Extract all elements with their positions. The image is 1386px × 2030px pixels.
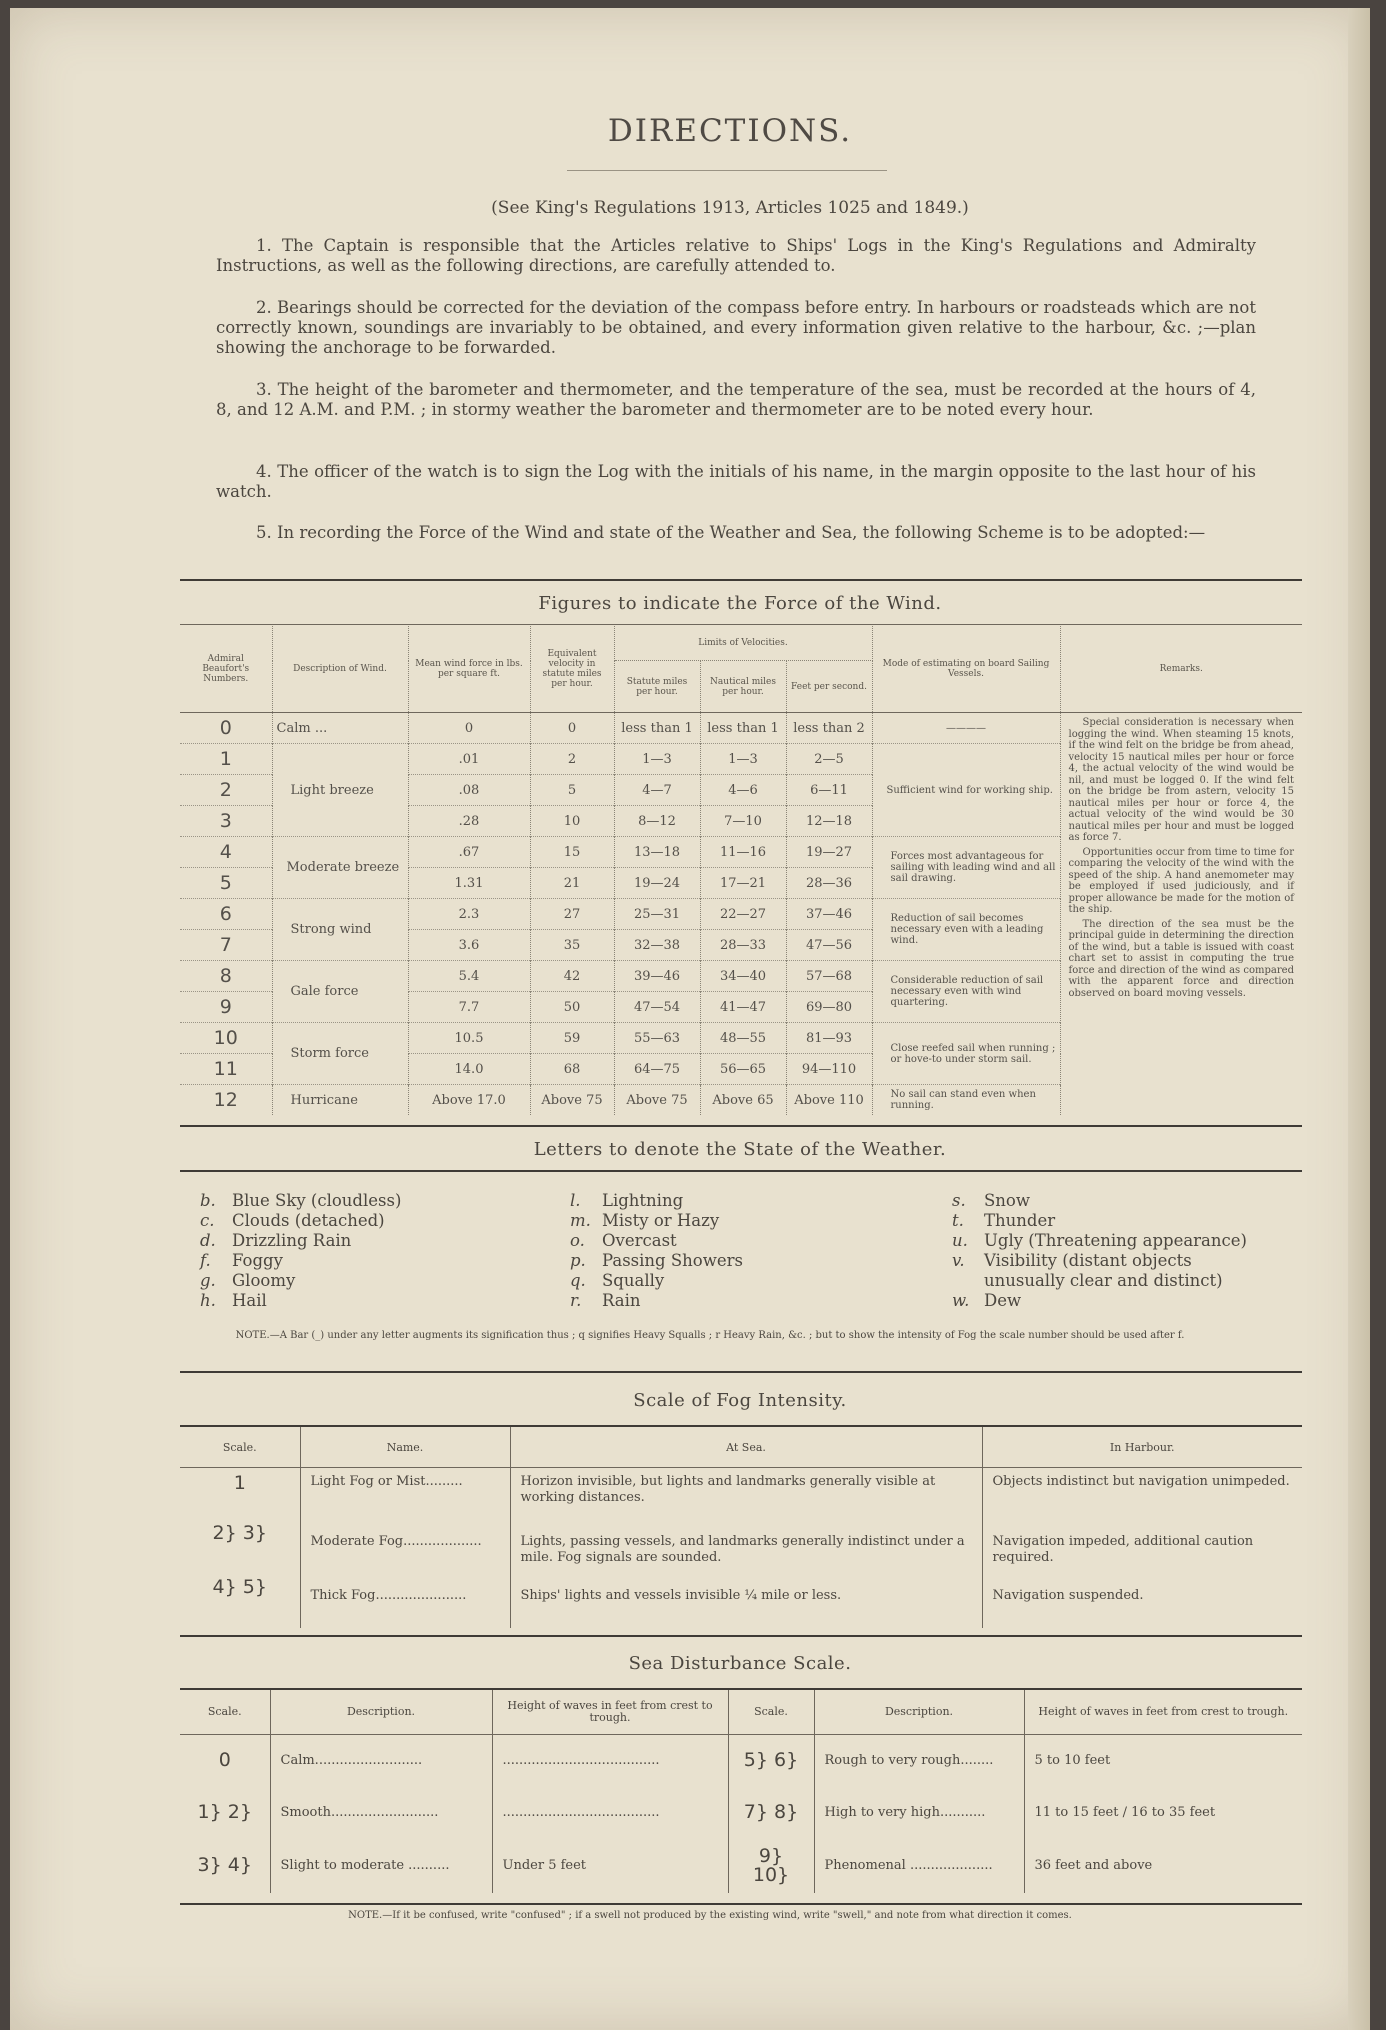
statute-limit: 32—38 <box>614 930 700 961</box>
beaufort-number: 5 <box>180 868 272 899</box>
list-item: d. Drizzling Rain <box>200 1231 352 1250</box>
header-scale-right: Scale. <box>728 1690 814 1735</box>
nautical-limit: 7—10 <box>700 806 786 837</box>
fog-scale: 4} 5} <box>180 1572 300 1628</box>
list-item: w. Dew <box>952 1291 1022 1310</box>
wind-force: 10.5 <box>408 1023 530 1054</box>
wind-velocity: Above 75 <box>530 1085 614 1116</box>
wind-description: Gale force <box>272 961 408 1023</box>
statute-limit: 4—7 <box>614 775 700 806</box>
wind-description: Light breeze <box>272 744 408 837</box>
sea-description: Calm.......................... <box>270 1735 492 1787</box>
fog-top-rule <box>180 1371 1302 1373</box>
fog-at-sea: Lights, passing vessels, and landmarks generally indistinct under a mile. Fog signals are sounded. <box>510 1518 982 1572</box>
feet-limit: 6—11 <box>786 775 872 806</box>
fog-scale: 2} 3} <box>180 1518 300 1572</box>
table-row <box>180 1735 1302 1787</box>
header-beaufort: Admiral Beaufort's Numbers. <box>180 626 272 713</box>
paragraph-5: 5. In recording the Force of the Wind and state of the Weather and Sea, the following Scheme is to be adopted:— <box>256 523 1206 542</box>
statute-limit: less than 1 <box>614 713 700 744</box>
nautical-limit: 34—40 <box>700 961 786 992</box>
nautical-limit: 48—55 <box>700 1023 786 1054</box>
sea-scale: 3} 4} <box>180 1839 270 1893</box>
sailing-mode: Forces most advantageous for sailing with leading wind and all sail drawing. <box>872 837 1060 899</box>
beaufort-number: 1 <box>180 744 272 775</box>
wind-velocity: 2 <box>530 744 614 775</box>
list-item: l. Lightning <box>570 1191 684 1210</box>
wind-force-table <box>180 626 1302 1115</box>
table-row <box>180 1572 1302 1628</box>
list-item: v. Visibility (distant objects unusually clear and distinct) <box>952 1251 1223 1290</box>
wind-force: .08 <box>408 775 530 806</box>
regulations-reference: (See King's Regulations 1913, Articles 1025 and 1849.) <box>491 198 969 218</box>
beaufort-number: 4 <box>180 837 272 868</box>
nautical-limit: 56—65 <box>700 1054 786 1085</box>
wind-force: .28 <box>408 806 530 837</box>
paragraph-4: 4. The officer of the watch is to sign the Log with the initials of his name, in the margin opposite to the last hour of his watch. <box>216 462 1256 501</box>
sea-height: 11 to 15 feet / 16 to 35 feet <box>1034 1805 1216 1820</box>
sailing-mode: Reduction of sail becomes necessary even with a leading wind. <box>872 899 1060 961</box>
beaufort-number: 3 <box>180 806 272 837</box>
wind-velocity: 10 <box>530 806 614 837</box>
feet-limit: 28—36 <box>786 868 872 899</box>
sea-scale: 5} 6} <box>728 1735 814 1787</box>
wind-header-rule <box>180 624 1302 625</box>
header-at-sea: At Sea. <box>510 1427 982 1468</box>
page-edge <box>1348 8 1370 2030</box>
header-mode: Mode of estimating on board Sailing Vessels. <box>872 626 1060 713</box>
wind-velocity: 15 <box>530 837 614 868</box>
list-item: t. Thunder <box>952 1211 1056 1230</box>
sea-disturbance-table <box>180 1690 1302 1893</box>
table-row <box>180 1468 1302 1518</box>
title-rule <box>567 170 887 171</box>
nautical-limit: Above 65 <box>700 1085 786 1116</box>
sea-height: 5 to 10 feet <box>1034 1753 1111 1769</box>
sea-description: Rough to very rough........ <box>814 1735 1024 1787</box>
wind-force: 5.4 <box>408 961 530 992</box>
feet-limit: 81—93 <box>786 1023 872 1054</box>
nautical-limit: 17—21 <box>700 868 786 899</box>
sea-description: Slight to moderate .......... <box>270 1839 492 1893</box>
sea-scale: 1} 2} <box>180 1787 270 1839</box>
fog-in-harbour: Navigation impeded, additional caution required. <box>992 1533 1254 1565</box>
sailing-mode: Considerable reduction of sail necessary even with wind quartering. <box>872 961 1060 1023</box>
wind-remarks <box>1060 713 1302 1116</box>
wind-velocity: 50 <box>530 992 614 1023</box>
wind-force: .67 <box>408 837 530 868</box>
wind-description: Strong wind <box>272 899 408 961</box>
nautical-limit: 11—16 <box>700 837 786 868</box>
statute-limit: 39—46 <box>614 961 700 992</box>
header-nautical: Nautical miles per hour. <box>700 661 786 713</box>
fog-in-harbour: Navigation suspended. <box>992 1587 1144 1603</box>
list-item: u. Ugly (Threatening appearance) <box>952 1231 1247 1250</box>
sea-scale: 9} 10} <box>728 1839 814 1893</box>
feet-limit: 69—80 <box>786 992 872 1023</box>
wind-velocity: 59 <box>530 1023 614 1054</box>
wind-force: .01 <box>408 744 530 775</box>
header-description-right: Description. <box>814 1690 1024 1735</box>
header-force: Mean wind force in lbs. per square ft. <box>408 626 530 713</box>
header-feet: Feet per second. <box>786 661 872 713</box>
statute-limit: 55—63 <box>614 1023 700 1054</box>
wind-top-rule <box>180 579 1302 581</box>
wind-force: Above 17.0 <box>408 1085 530 1116</box>
weather-title: Letters to denote the State of the Weather. <box>533 1139 947 1160</box>
sea-height: Under 5 feet <box>492 1839 728 1893</box>
header-height-right: Height of waves in feet from crest to trough. <box>1038 1705 1289 1718</box>
page-title: DIRECTIONS. <box>607 113 853 149</box>
beaufort-number: 6 <box>180 899 272 930</box>
remark-3: The direction of the sea must be the principal guide in determining the direction of the wind, but a table is issued with coast chart set to assist in computing the true force and direction of the wind as compared with the apparent force and direction observed on board moving vessels. <box>1068 918 1294 999</box>
wind-description: Moderate breeze <box>272 837 408 899</box>
statute-limit: 64—75 <box>614 1054 700 1085</box>
wind-force: 7.7 <box>408 992 530 1023</box>
weather-column-3 <box>952 1191 1252 1311</box>
wind-velocity: 68 <box>530 1054 614 1085</box>
header-in-harbour: In Harbour. <box>1109 1440 1175 1454</box>
beaufort-number: 11 <box>180 1054 272 1085</box>
sea-height: ...................................... <box>492 1735 728 1787</box>
sailing-mode: ———— <box>872 713 1060 744</box>
statute-limit: 1—3 <box>614 744 700 775</box>
fog-name: Thick Fog...................... <box>300 1572 510 1628</box>
table-row <box>180 1787 1302 1839</box>
remark-2: Opportunities occur from time to time for comparing the velocity of the wind with the speed of the ship. A hand anemometer may be employed if used judiciously, and if proper allowance be made for the motion of the ship. <box>1068 846 1294 915</box>
header-height-left: Height of waves in feet from crest to trough. <box>492 1690 728 1735</box>
sea-scale: 0 <box>180 1735 270 1787</box>
fog-name: Light Fog or Mist......... <box>300 1468 510 1518</box>
nautical-limit: 1—3 <box>700 744 786 775</box>
beaufort-number: 10 <box>180 1023 272 1054</box>
nautical-limit: 41—47 <box>700 992 786 1023</box>
weather-header-rule <box>180 1170 1302 1172</box>
header-scale-left: Scale. <box>180 1690 270 1735</box>
nautical-limit: less than 1 <box>700 713 786 744</box>
sea-description: Phenomenal .................... <box>814 1839 1024 1893</box>
header-statute: Statute miles per hour. <box>614 661 700 713</box>
feet-limit: 47—56 <box>786 930 872 961</box>
header-scale: Scale. <box>180 1427 300 1468</box>
sea-note: NOTE.—If it be confused, write "confused" ; if a swell not produced by the existing wind, write "swell," and note from what direction it comes. <box>348 1910 1072 1921</box>
wind-velocity: 42 <box>530 961 614 992</box>
feet-limit: less than 2 <box>786 713 872 744</box>
wind-force: 14.0 <box>408 1054 530 1085</box>
sailing-mode: No sail can stand even when running. <box>872 1085 1060 1116</box>
sailing-mode: Close reefed sail when running ; or hove-to under storm sail. <box>872 1023 1060 1085</box>
wind-velocity: 21 <box>530 868 614 899</box>
wind-force: 0 <box>408 713 530 744</box>
nautical-limit: 4—6 <box>700 775 786 806</box>
list-item: o. Overcast <box>570 1231 677 1250</box>
fog-at-sea: Ships' lights and vessels invisible ¼ mile or less. <box>510 1572 982 1628</box>
list-item: c. Clouds (detached) <box>200 1211 385 1230</box>
beaufort-number: 9 <box>180 992 272 1023</box>
fog-in-harbour: Objects indistinct but navigation unimpeded. <box>992 1474 1290 1489</box>
header-velocity: Equivalent velocity in statute miles per hour. <box>530 626 614 713</box>
paragraph-2: 2. Bearings should be corrected for the deviation of the compass before entry. In harbours or roadsteads which are not correctly known, soundings are invariably to be obtained, and every information given relative to the harbour, &c. ;—plan showing the anchorage to be forwarded. <box>216 298 1256 357</box>
nautical-limit: 22—27 <box>700 899 786 930</box>
table-row <box>180 713 1302 744</box>
feet-limit: 19—27 <box>786 837 872 868</box>
wind-velocity: 27 <box>530 899 614 930</box>
nautical-limit: 28—33 <box>700 930 786 961</box>
wind-force: 2.3 <box>408 899 530 930</box>
feet-limit: 57—68 <box>786 961 872 992</box>
list-item: f. Foggy <box>200 1251 283 1270</box>
weather-note: NOTE.—A Bar (_) under any letter augments its signification thus ; q signifies Heavy Squalls ; r Heavy Rain, &c. ; but to show the intensity of Fog the scale number should be used after f. <box>235 1330 1185 1341</box>
sea-scale: 7} 8} <box>728 1787 814 1839</box>
sea-title: Sea Disturbance Scale. <box>628 1653 852 1674</box>
fog-at-sea: Horizon invisible, but lights and landmarks generally visible at working distances. <box>510 1468 982 1518</box>
list-item: b. Blue Sky (cloudless) <box>200 1191 402 1210</box>
sea-description: Smooth.......................... <box>270 1787 492 1839</box>
feet-limit: 12—18 <box>786 806 872 837</box>
table-row <box>180 1839 1302 1893</box>
header-remarks: Remarks. <box>1159 664 1203 674</box>
list-item: q. Squally <box>570 1271 665 1290</box>
beaufort-number: 8 <box>180 961 272 992</box>
header-limits: Limits of Velocities. <box>614 626 872 661</box>
wind-description: Hurricane <box>272 1085 408 1116</box>
beaufort-number: 7 <box>180 930 272 961</box>
wind-velocity: 35 <box>530 930 614 961</box>
list-item: p. Passing Showers <box>570 1251 743 1270</box>
wind-force: 3.6 <box>408 930 530 961</box>
statute-limit: 19—24 <box>614 868 700 899</box>
remark-1: Special consideration is necessary when logging the wind. When steaming 15 knots, if the wind felt on the bridge be from ahead, velocity 15 nautical miles per hour or force 4, the actual velocity of the wind would be nil, and must be logged 0. If the wind felt on the bridge be from astern, velocity 15 nautical miles per hour or force 4, the actual velocity of the wind would be 30 nautical miles per hour and must be logged as force 7. <box>1068 717 1294 843</box>
paragraph-1: 1. The Captain is responsible that the Articles relative to Ships' Logs in the King's Regulations and Admiralty Instructions, as well as the following directions, are carefully attended to. <box>216 236 1256 275</box>
weather-column-2 <box>570 1191 860 1311</box>
fog-intensity-table <box>180 1427 1302 1628</box>
statute-limit: 13—18 <box>614 837 700 868</box>
list-item: h. Hail <box>200 1291 267 1310</box>
list-item: g. Gloomy <box>200 1271 296 1290</box>
wind-velocity: 5 <box>530 775 614 806</box>
sea-description: High to very high........... <box>814 1787 1024 1839</box>
header-description-left: Description. <box>270 1690 492 1735</box>
beaufort-number: 12 <box>180 1085 272 1116</box>
wind-velocity: 0 <box>530 713 614 744</box>
paragraph-3: 3. The height of the barometer and thermometer, and the temperature of the sea, must be recorded at the hours of 4, 8, and 12 A.M. and P.M. ; in stormy weather the barometer and thermometer are to be noted every hour. <box>216 380 1256 419</box>
log-page <box>10 8 1370 2030</box>
sailing-mode: Sufficient wind for working ship. <box>872 744 1060 837</box>
statute-limit: 25—31 <box>614 899 700 930</box>
header-description: Description of Wind. <box>272 626 408 713</box>
list-item: s. Snow <box>952 1191 1030 1210</box>
fog-title: Scale of Fog Intensity. <box>633 1390 847 1411</box>
table-row <box>180 1518 1302 1572</box>
fog-name: Moderate Fog................... <box>300 1518 510 1572</box>
statute-limit: 47—54 <box>614 992 700 1023</box>
header-name: Name. <box>300 1427 510 1468</box>
feet-limit: 2—5 <box>786 744 872 775</box>
beaufort-number: 2 <box>180 775 272 806</box>
weather-top-rule <box>180 1125 1302 1127</box>
feet-limit: 94—110 <box>786 1054 872 1085</box>
statute-limit: 8—12 <box>614 806 700 837</box>
wind-description: Calm ... <box>272 713 408 744</box>
sea-height: 36 feet and above <box>1034 1858 1153 1873</box>
fog-scale: 1 <box>180 1468 300 1518</box>
feet-limit: 37—46 <box>786 899 872 930</box>
list-item: m. Misty or Hazy <box>570 1211 720 1230</box>
sea-top-rule <box>180 1635 1302 1637</box>
beaufort-number: 0 <box>180 713 272 744</box>
weather-column-1 <box>200 1191 490 1311</box>
wind-force: 1.31 <box>408 868 530 899</box>
statute-limit: Above 75 <box>614 1085 700 1116</box>
list-item: r. Rain <box>570 1291 641 1310</box>
sea-height: ...................................... <box>492 1787 728 1839</box>
wind-description: Storm force <box>272 1023 408 1085</box>
feet-limit: Above 110 <box>786 1085 872 1116</box>
wind-table-title: Figures to indicate the Force of the Wind. <box>538 593 942 614</box>
sea-bottom-rule <box>180 1903 1302 1905</box>
